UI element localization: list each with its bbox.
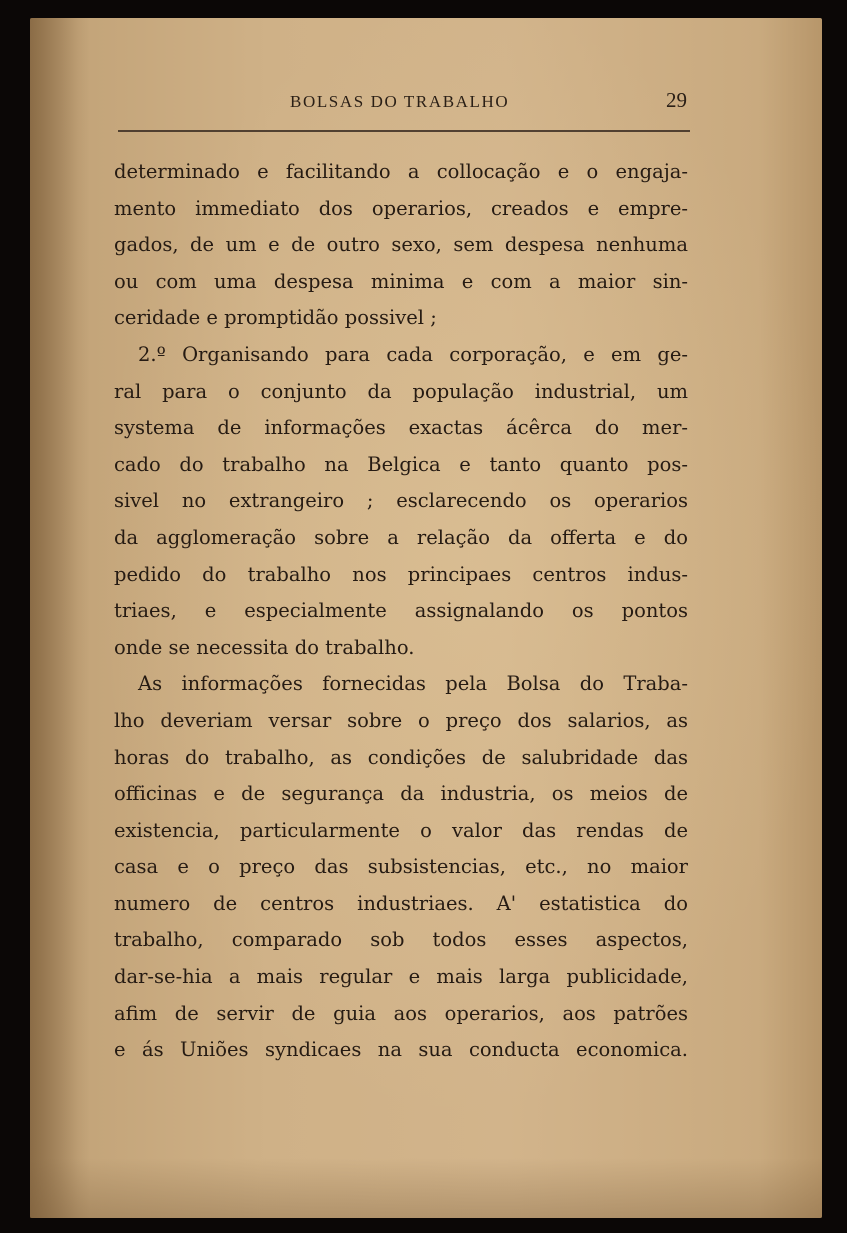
header-rule	[118, 130, 690, 132]
page-shadow-bottom	[30, 1158, 822, 1218]
text-line: dar-se-hia a mais regular e mais larga publicidade,	[114, 965, 688, 989]
text-line: As informações fornecidas pela Bolsa do Traba-	[138, 672, 688, 696]
text-line: ou com uma despesa minima e com a maior sin-	[114, 269, 688, 293]
text-line: existencia, particularmente o valor das rendas de	[114, 818, 688, 842]
text-line: sivel no extrangeiro ; esclarecendo os operarios	[114, 489, 688, 513]
text-line: ral para o conjunto da população industrial, um	[114, 379, 688, 403]
text-line: triaes, e especialmente assignalando os pontos	[114, 599, 688, 623]
text-line: e ás Uniões syndicaes na sua conducta economica.	[114, 1038, 688, 1062]
text-line: systema de informações exactas ácêrca do mer-	[114, 416, 688, 440]
running-head: BOLSAS DO TRABALHO	[290, 92, 510, 111]
text-line: 2.º Organisando para cada corporação, e em ge-	[138, 342, 688, 366]
page-shadow-left	[30, 18, 90, 1218]
text-line: da agglomeração sobre a relação da offerta e do	[114, 525, 688, 549]
text-line: determinado e facilitando a collocação e o engaja-	[114, 160, 688, 183]
text-line: afim de servir de guia aos operarios, aos patrões	[114, 1001, 688, 1025]
text-line: gados, de um e de outro sexo, sem despesa nenhuma	[114, 233, 688, 257]
text-line: onde se necessita do trabalho.	[114, 635, 415, 659]
text-line: horas do trabalho, as condições de salubridade das	[114, 745, 688, 769]
text-line: casa e o preço das subsistencias, etc., no maior	[114, 855, 688, 879]
paper-sheet	[30, 18, 822, 1218]
text-line: pedido do trabalho nos principaes centros indus-	[114, 562, 688, 586]
body-text	[114, 154, 688, 1069]
text-line: trabalho, comparado sob todos esses aspectos,	[114, 928, 688, 952]
text-line: cado do trabalho na Belgica e tanto quanto pos-	[114, 452, 688, 476]
text-line: mento immediato dos operarios, creados e empre-	[114, 196, 688, 220]
text-line: officinas e de segurança da industria, os meios de	[114, 782, 688, 806]
text-line: ceridade e promptidão possivel ;	[114, 306, 437, 330]
text-line: lho deveriam versar sobre o preço dos salarios, as	[114, 708, 688, 732]
text-line: numero de centros industriaes. A' estatistica do	[114, 891, 688, 915]
page-number: 29	[666, 88, 687, 112]
